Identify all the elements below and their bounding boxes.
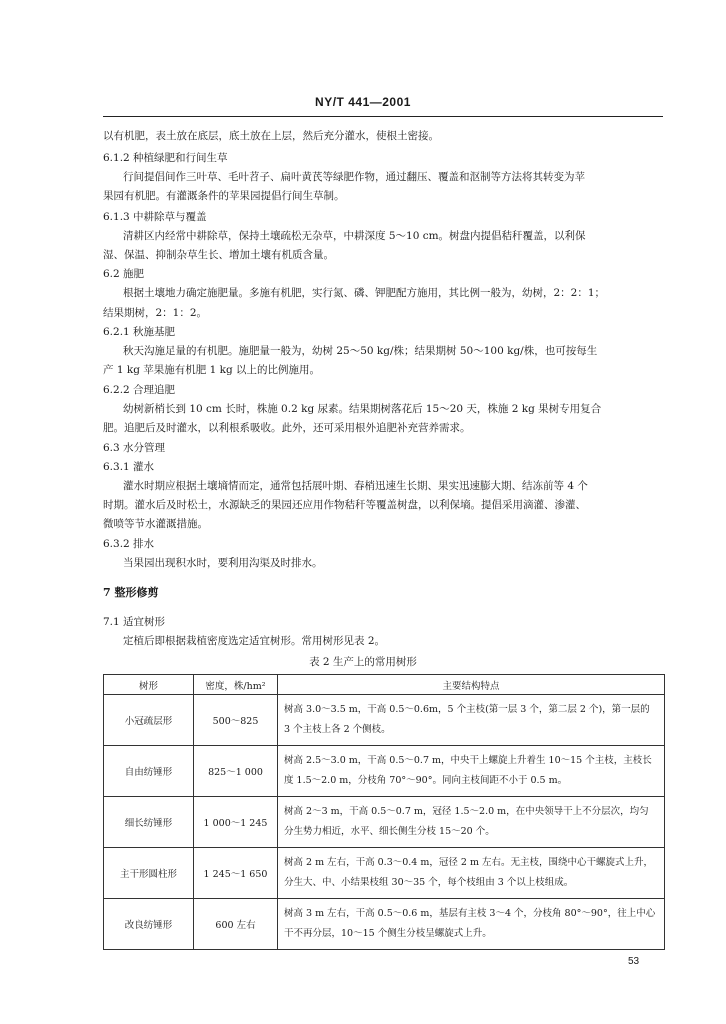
section-heading-6-3-2: 6.3.2 排水 [103,538,155,550]
features-cell: 树高 2 m 左右，干高 0.3～0.4 m，冠径 2 m 左右。无主枝，围绕中心干螺旋式上升，分生大、中、小结果枝组 30～35 个，每个枝组由 3 个以上枝组成。 [278,848,665,899]
header-rule [103,116,663,117]
page-number: 53 [628,956,640,967]
table-row [104,695,665,746]
density-cell: 1 000～1 245 [194,797,278,848]
paragraph-line: 定植后即根据栽植密度选定适宜树形。常用树形见表 2。 [123,635,386,647]
table-header-row [104,675,665,695]
features-cell: 树高 3.0～3.5 m，干高 0.5～0.6m，5 个主枝(第一层 3 个，第二层 2 个)，第一层的 3 个主枝上各 2 个侧枝。 [278,695,665,746]
density-cell: 1 245～1 650 [194,848,278,899]
density-cell: 825～1 000 [194,746,278,797]
column-header: 密度，株/hm² [194,675,278,695]
density-cell: 500～825 [194,695,278,746]
paragraph-line: 时期。灌水后及时松土，水源缺乏的果园还应用作物秸秆等覆盖树盘，以利保墒。提倡采用滴灌、渗灌、 [103,499,586,511]
paragraph-line: 结果期树，2：1：2。 [103,307,208,319]
shape-cell: 小冠疏层形 [104,695,194,746]
shape-cell: 自由纺锤形 [104,746,194,797]
paragraph-line: 果园有机肥。有灌溉条件的苹果园提倡行间生草制。 [103,190,345,202]
section-heading-7: 7 整形修剪 [103,586,159,599]
section-heading-6-3-1: 6.3.1 灌水 [103,461,155,473]
section-heading-6-2-1: 6.2.1 秋施基肥 [103,326,176,338]
paragraph-line: 灌水时期应根据土壤墒情而定，通常包括展叶期、春梢迅速生长期、果实迅速膨大期、结冻前等 4 个 [123,480,588,492]
table-row [104,797,665,848]
table-row [104,746,665,797]
section-heading-6-2: 6.2 施肥 [103,268,145,280]
paragraph-line: 产 1 kg 苹果施有机肥 1 kg 以上的比例施用。 [103,364,321,376]
section-heading-6-1-3: 6.1.3 中耕除草与覆盖 [103,211,207,223]
features-cell: 树高 3 m 左右，干高 0.5～0.6 m，基层有主枝 3～4 个，分枝角 80°～90°，往上中心干不再分层，10～15 个侧生分枝呈螺旋式上升。 [278,899,665,950]
tree-shape-table [103,674,665,950]
column-header: 树形 [104,675,194,695]
density-cell: 600 左右 [194,899,278,950]
paragraph-line: 以有机肥，表土放在底层，底土放在上层，然后充分灌水，使根土密接。 [103,130,439,142]
paragraph-line: 肥。追肥后及时灌水，以利根系吸收。此外，还可采用根外追肥补充营养需求。 [103,422,471,434]
table-row [104,899,665,950]
table-caption: 表 2 生产上的常用树形 [309,656,417,668]
paragraph-line: 当果园出现积水时，要利用沟渠及时排水。 [123,557,323,569]
section-heading-6-1-2: 6.1.2 种植绿肥和行间生草 [103,152,228,164]
paragraph-line: 行间提倡间作三叶草、毛叶苕子、扁叶黄芪等绿肥作物，通过翻压、覆盖和沤制等方法将其转变为苹 [123,171,585,183]
features-cell: 树高 2.5～3.0 m，干高 0.5～0.7 m，中央干上螺旋上升着生 10～15 个主枝，主枝长度 1.5～2.0 m，分枝角 70°～90°。同向主枝间距不小于 0.5 m。 [278,746,665,797]
paragraph-line: 根据土壤地力确定施肥量。多施有机肥，实行氮、磷、钾肥配方施用，其比例一般为，幼树，2：2：1； [123,287,606,299]
shape-cell: 改良纺锤形 [104,899,194,950]
table-row [104,848,665,899]
section-heading-6-3: 6.3 水分管理 [103,442,166,454]
features-cell: 树高 2～3 m，干高 0.5～0.7 m，冠径 1.5～2.0 m，在中央领导干上不分层次，均匀分生势力相近，水平、细长侧生分枝 15～20 个。 [278,797,665,848]
shape-cell: 细长纺锤形 [104,797,194,848]
section-heading-6-2-2: 6.2.2 合理追肥 [103,384,176,396]
paragraph-line: 湿、保温、抑制杂草生长、增加土壤有机质含量。 [103,249,334,261]
paragraph-line: 清耕区内经常中耕除草，保持土壤疏松无杂草，中耕深度 5～10 cm。树盘内提倡秸秆覆盖，以利保 [123,230,586,242]
paragraph-line: 秋天沟施足量的有机肥。施肥量一般为，幼树 25～50 kg/株；结果期树 50～100 kg/株，也可按每生 [123,345,598,357]
standard-number-header: NY/T 441—2001 [315,95,411,109]
paragraph-line: 幼树新梢长到 10 cm 长时，株施 0.2 kg 尿素。结果期树落花后 15～20 天，株施 2 kg 果树专用复合 [123,403,602,415]
paragraph-line: 微喷等节水灌溉措施。 [103,518,208,530]
column-header: 主要结构特点 [278,675,665,695]
section-heading-7-1: 7.1 适宜树形 [103,616,166,628]
shape-cell: 主干形圆柱形 [104,848,194,899]
